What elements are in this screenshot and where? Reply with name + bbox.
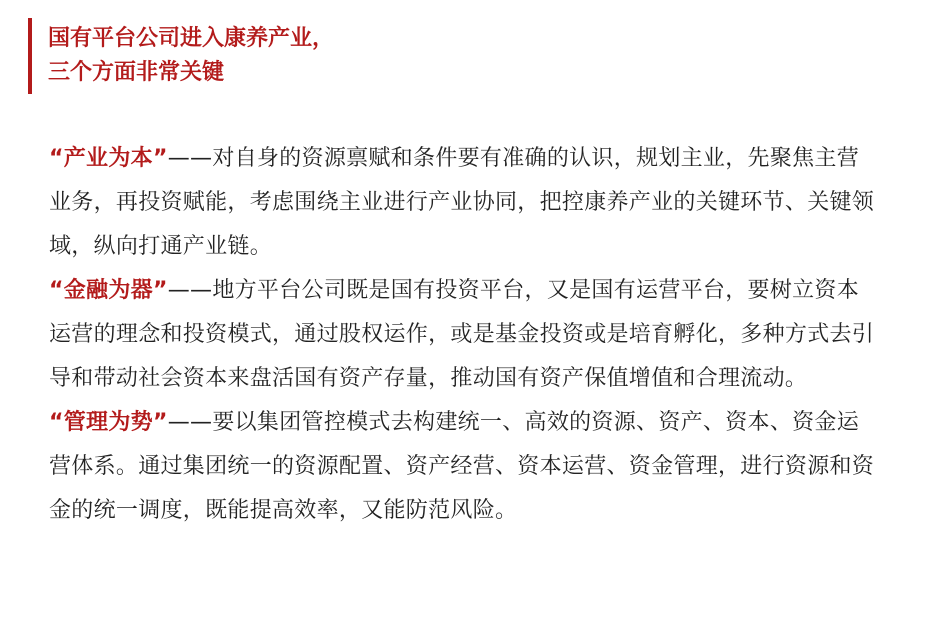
paragraph-industry-text: ——对自身的资源禀赋和条件要有准确的认识，规划主业，先聚焦主营业务，再投资赋能，考虑围绕主业进行产业协同，把控康养产业的关键环节、关键领域，纵向打通产业链。: [49, 146, 875, 259]
keyword-finance: “金融为器”: [49, 278, 168, 303]
paragraph-finance: [49, 269, 879, 401]
paragraph-management-text: ——要以集团管控模式去构建统一、高效的资源、资产、资本、资金运营体系。通过集团统一的资源配置、资产经营、资本运营、资金管理，进行资源和资金的统一调度，既能提高效率，又能防范风险。: [49, 410, 875, 523]
heading-line-1: 国有平台公司进入康养产业，: [48, 26, 335, 51]
keyword-management: “管理为势”: [49, 410, 168, 435]
paragraph-management: [49, 401, 879, 533]
paragraph-industry: [49, 137, 879, 269]
heading-line-2: 三个方面非常关键: [48, 60, 225, 85]
section-heading: [28, 18, 334, 94]
article-body: [49, 137, 879, 533]
paragraph-finance-text: ——地方平台公司既是国有投资平台，又是国有运营平台，要树立资本运营的理念和投资模式，通过股权运作，或是基金投资或是培育孵化，多种方式去引导和带动社会资本来盘活国有资产存量，推动国有资产保值增值和合理流动。: [49, 278, 875, 391]
keyword-industry: “产业为本”: [49, 146, 168, 171]
